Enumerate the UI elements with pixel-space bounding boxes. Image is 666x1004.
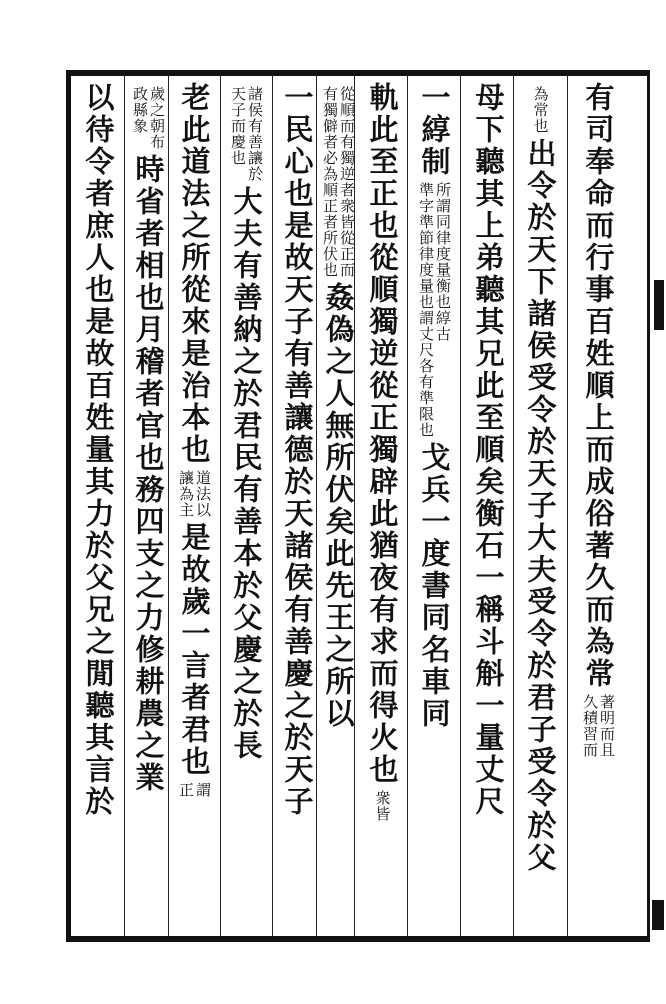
column-rule: [124, 76, 125, 936]
column-rule: [567, 76, 568, 936]
main-text: 時省者相也月稽者官也務四支之力修耕農之業: [131, 154, 166, 794]
text-column-2: [518, 82, 562, 932]
margin-ink-mark: [652, 900, 664, 930]
annotation: [178, 782, 210, 798]
main-text: 戈兵一度書同名車同: [417, 442, 452, 730]
column-rule: [460, 76, 461, 936]
annotation: [178, 470, 210, 518]
text-column-6: [316, 82, 360, 932]
main-text: 一綧制: [417, 82, 452, 178]
annotation-line: 衆皆: [373, 790, 392, 822]
column-rule: [407, 76, 408, 936]
column-rule: [513, 76, 514, 936]
annotation: [322, 86, 354, 278]
annotation: [582, 694, 614, 758]
main-text: 以待令者庶人也是故百姓量其力於父兄之閒聽其言於: [81, 82, 116, 818]
annotation-line: 從順而有獨逆者衆皆從正而: [338, 86, 356, 278]
annotation-line: 準字準節律度量也謂丈尺各有準限也: [417, 182, 435, 438]
text-column-4: [412, 82, 456, 932]
text-column-9: [172, 82, 216, 932]
text-column-7: [275, 82, 319, 932]
annotation: [375, 790, 390, 822]
annotation-line: 讓為主: [177, 470, 195, 518]
annotation-line: 謂: [194, 782, 212, 798]
main-text: 大夫有善納之於君民有善本於父慶之於長: [229, 186, 264, 762]
main-text: 母下聽其上弟聽其兄此至順矣衡石一稱斗斛一量丈尺: [471, 82, 506, 818]
main-text: 出令於天下諸侯受令於天子大夫受令於君子受令於父: [523, 138, 558, 874]
main-text: 是故歲一言者君也: [177, 522, 212, 778]
column-rule: [220, 76, 221, 936]
text-column-11: [76, 82, 120, 932]
annotation-line: 政縣象: [131, 86, 149, 134]
text-column-5: [360, 82, 404, 932]
annotation-line: 有獨僻者必為順正者所伏也: [321, 86, 339, 278]
main-text: 姦偽之人無所伏矣此先王之所以: [321, 282, 356, 730]
annotation-line: 歲之朝布: [148, 86, 166, 150]
main-text: 軌此至正也從順獨逆從正獨辟此猶夜有求而得火也: [365, 82, 400, 786]
main-text: 有司奉命而行事百姓順上而成俗著久而為常: [581, 82, 616, 690]
text-column-10: [126, 82, 170, 932]
margin-ink-mark: [654, 280, 664, 330]
text-column-1: [576, 82, 620, 932]
column-rule: [272, 76, 273, 936]
main-text: 老此道法之所從來是治本也: [177, 82, 212, 466]
annotation: [230, 86, 262, 182]
annotation-line: 久積習而: [581, 694, 599, 758]
annotation-line: 正: [177, 782, 195, 798]
annotation-line: 所謂同律度量衡也綧古: [434, 182, 452, 342]
annotation-line: 著明而且: [598, 694, 616, 758]
text-column-8: [224, 82, 268, 932]
annotation-line: 為常也: [531, 86, 550, 134]
text-column-3: [466, 82, 510, 932]
annotation: [132, 86, 164, 150]
main-text: 一民心也是故天子有善讓德於天諸侯有善慶之於天子: [280, 82, 315, 818]
annotation-line: 諸侯有善讓於: [246, 86, 264, 182]
annotation: [533, 86, 548, 134]
annotation: [418, 182, 450, 438]
annotation-line: 天子而慶也: [229, 86, 247, 166]
annotation-line: 道法以: [194, 470, 212, 518]
